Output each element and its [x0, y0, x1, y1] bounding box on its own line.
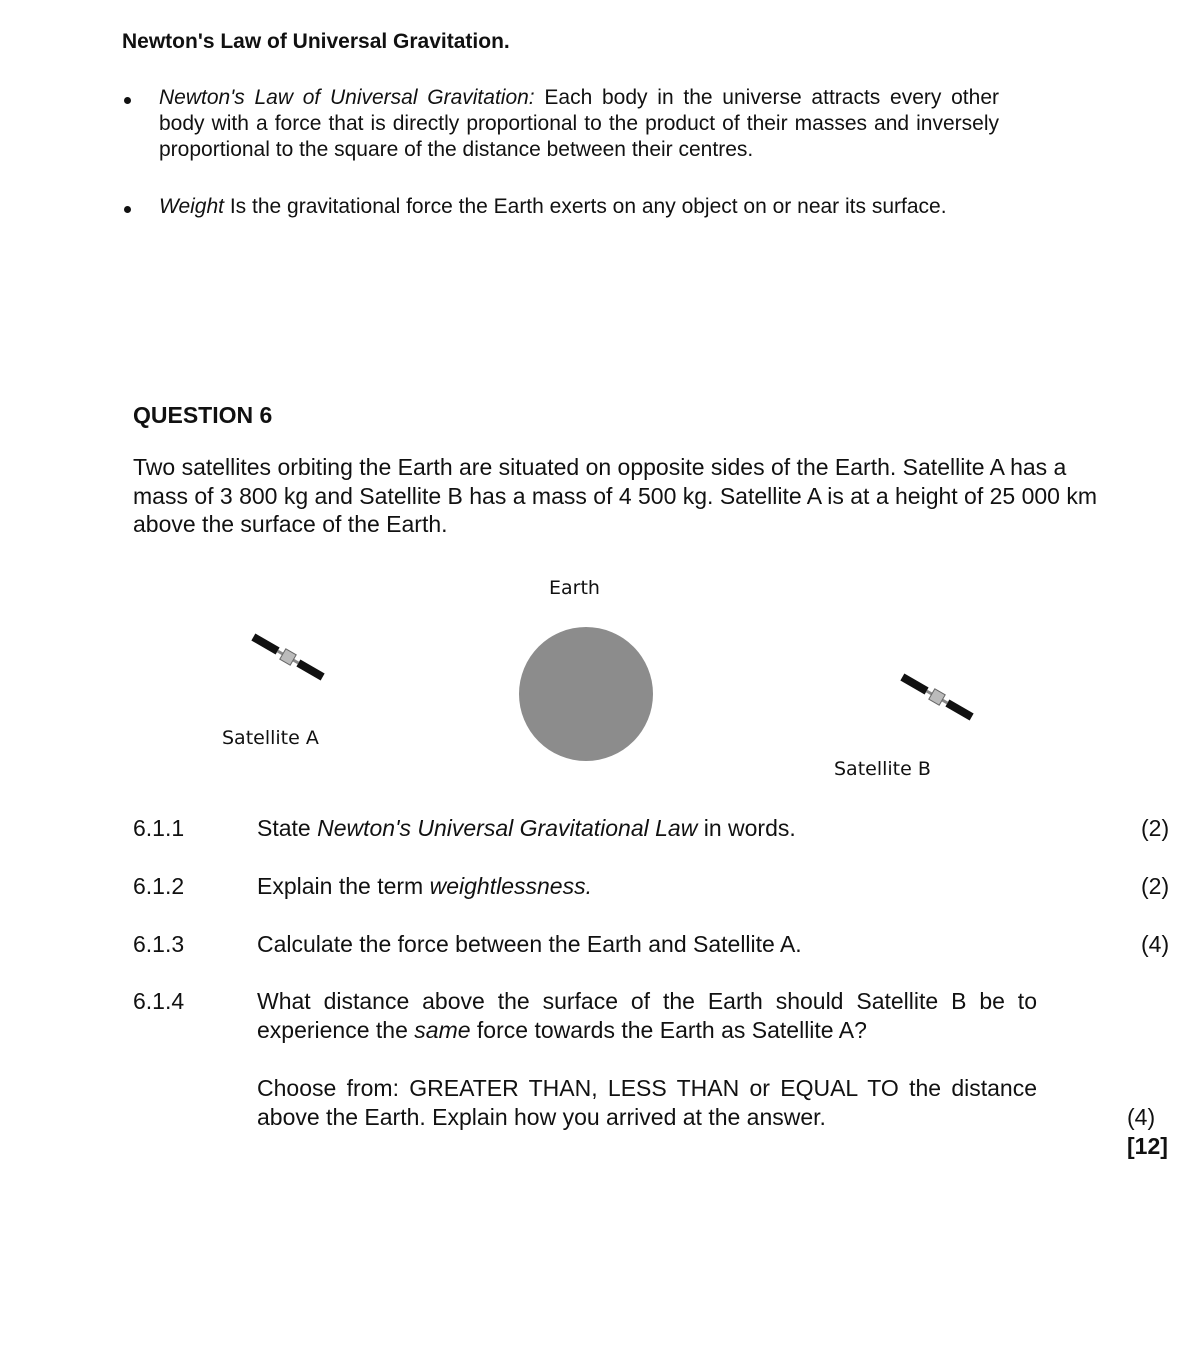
- text-part: Explain the term: [257, 873, 430, 899]
- question-title: QUESTION 6: [133, 402, 273, 428]
- subquestion-text: [257, 930, 1037, 959]
- emphasis-text: same: [414, 1017, 471, 1043]
- marks-label: (4): [1141, 931, 1170, 957]
- subquestion-text: [257, 814, 1037, 843]
- subquestion-number: 6.1.2: [133, 873, 185, 899]
- choose-instruction: Choose from: GREATER THAN, LESS THAN or EQUAL TO the distance above the Earth. Explain how you arrived at the answer.: [257, 1075, 1037, 1130]
- text-part: State: [257, 815, 318, 841]
- emphasis-text: Newton's Universal Gravitational Law: [317, 815, 698, 841]
- earth-circle: [519, 627, 653, 761]
- text-part: force towards the Earth as Satellite A?: [470, 1017, 867, 1043]
- text-part: in words.: [697, 815, 796, 841]
- subquestion-number: 6.1.3: [133, 931, 185, 957]
- text-part: Calculate the force between the Earth and Satellite A.: [257, 931, 802, 957]
- emphasis-text: weightlessness.: [429, 873, 592, 899]
- notes-title: Newton's Law of Universal Gravitation.: [122, 30, 510, 53]
- satellite-b-icon: [899, 672, 974, 722]
- subquestion-text: [257, 872, 1037, 901]
- total-marks: [12]: [1127, 1133, 1168, 1159]
- text-part: What distance above the surface of the Earth should Satellite B be to experience the: [257, 988, 1037, 1043]
- law-term: Newton's Law of Universal Gravitation:: [159, 86, 535, 109]
- law-text: Each body in the universe attracts every other body with a force that is directly proportional to the product of their masses and inversely proportional to the square of the distance between their centres.: [159, 86, 999, 161]
- marks-label: (4): [1127, 1104, 1156, 1130]
- subquestion-text: [257, 987, 1037, 1045]
- satellite-a-label: Satellite A: [222, 727, 319, 749]
- satellite-a-icon: [250, 632, 325, 682]
- weight-text: Is the gravitational force the Earth exerts on any object on or near its surface.: [223, 195, 947, 218]
- question-stem: Two satellites orbiting the Earth are situated on opposite sides of the Earth. Satellite A has a mass of 3 800 kg and Satellite B has a mass of 4 500 kg. Satellite A is at a height of 25 000 km above the surface of the Earth.: [133, 454, 1098, 537]
- weight-term: Weight: [159, 195, 224, 218]
- marks-label: (2): [1141, 815, 1170, 841]
- marks-label: (2): [1141, 873, 1170, 899]
- subquestion-number: 6.1.1: [133, 815, 185, 841]
- subquestion-number: 6.1.4: [133, 988, 185, 1014]
- earth-label: Earth: [549, 577, 600, 599]
- satellite-b-label: Satellite B: [834, 758, 931, 780]
